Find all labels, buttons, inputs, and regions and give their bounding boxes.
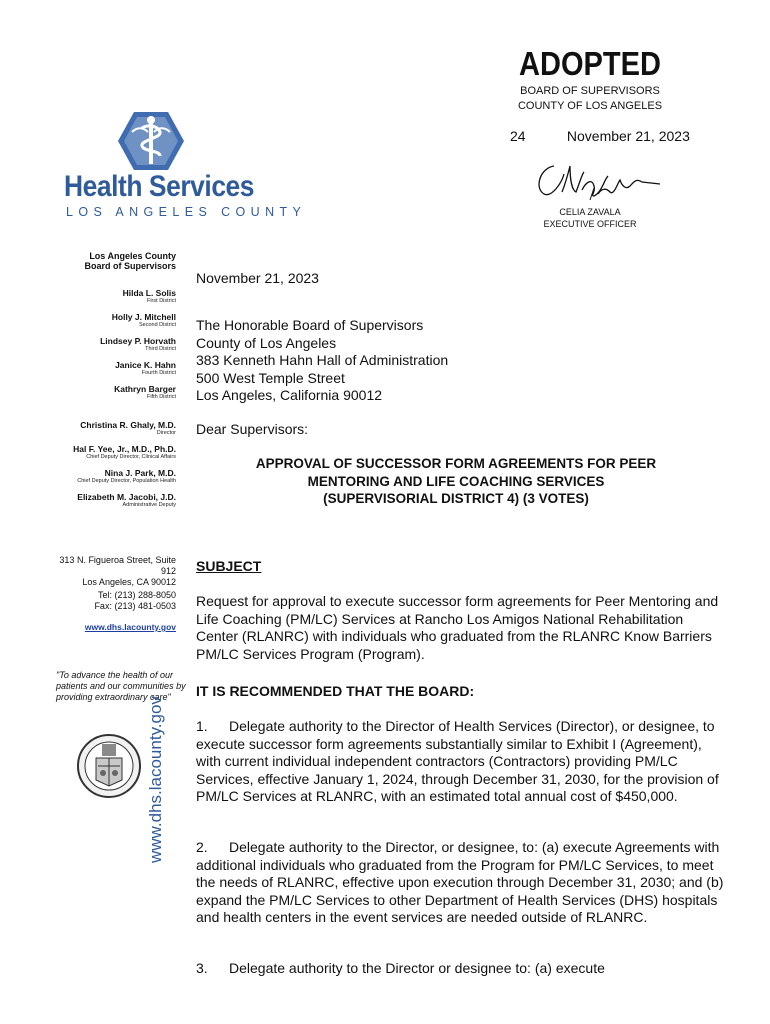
- fax: Fax: (213) 481-0503: [94, 601, 176, 611]
- item-text: Delegate authority to the Director or designee to: (a) execute: [229, 960, 605, 976]
- title-line: MENTORING AND LIFE COACHING SERVICES: [307, 473, 605, 489]
- stamp-item-row: [510, 128, 690, 144]
- item-text: Delegate authority to the Director of Health Services (Director), or designee, to execute successor form agreements substantially similar to Exhibit I (Agreement), with current individual independent contractors (Contractors) providing PM/LC Services, effective January 1, 2024, through December 31, 2030, for the provision of PM/LC Services at RLANRC, with an estimated total annual cost of $450,000.: [196, 718, 719, 804]
- addressee-line: Los Angeles, California 90012: [196, 387, 383, 403]
- stamp-line1: BOARD OF SUPERVISORS: [520, 85, 660, 97]
- sidebar-heading: Board of Supervisors: [84, 261, 176, 271]
- sidebar-heading: Los Angeles County: [89, 251, 176, 261]
- supervisor-name: Holly J. Mitchell: [111, 312, 176, 322]
- signature-image: [532, 152, 662, 204]
- recommendation-heading: IT IS RECOMMENDED THAT THE BOARD:: [196, 683, 475, 699]
- health-services-logo-icon: [118, 110, 184, 172]
- stamp-date: November 21, 2023: [566, 128, 690, 144]
- staff-role: Chief Deputy Director, Population Health: [77, 478, 176, 484]
- title-line: APPROVAL OF SUCCESSOR FORM AGREEMENTS FOR PEER: [255, 456, 657, 471]
- staff-role: Director: [156, 430, 176, 436]
- officer-name: CELIA ZAVALA: [559, 207, 621, 217]
- stamp-status: ADOPTED: [519, 45, 661, 82]
- supervisor-district: Second District: [139, 322, 176, 328]
- mission-motto: "To advance the health of our patients and our communities by providing extraordinary care": [56, 670, 186, 702]
- vertical-url-text: www.dhs.lacounty.gov: [146, 696, 165, 863]
- supervisor-name: Janice K. Hahn: [115, 360, 176, 370]
- staff-role: Chief Deputy Director, Clinical Affairs: [86, 454, 176, 460]
- supervisor-name: Kathryn Barger: [114, 384, 176, 394]
- vertical-website: [146, 696, 168, 868]
- staff-name: Christina R. Ghaly, M.D.: [80, 420, 176, 430]
- item-number: 2.: [196, 839, 208, 855]
- address-line: Los Angeles, CA 90012: [82, 577, 176, 587]
- item-text: Delegate authority to the Director, or designee, to: (a) execute Agreements with additional individuals who graduated from the Program for PM/LC Services, to meet the needs of RLANRC, effective upon execution through December 31, 2030; and (b) expand the PM/LC Services to other Department of Health Services (DHS) hospitals and health centers in the event services are needed outside of RLANRC.: [196, 839, 724, 925]
- sidebar-officials: [56, 251, 176, 509]
- addressee-line: 500 West Temple Street: [196, 369, 345, 386]
- supervisor-district: Third District: [145, 346, 176, 352]
- letter-title: [196, 455, 716, 508]
- subject-heading: SUBJECT: [196, 558, 262, 574]
- recommendation-item: [196, 960, 726, 978]
- supervisor-district: Fourth District: [141, 370, 176, 376]
- logo-subtitle: LOS ANGELES COUNTY: [66, 205, 307, 219]
- item-number: 1.: [196, 718, 208, 734]
- telephone: Tel: (213) 288-8050: [97, 590, 176, 600]
- recommendation-item: [196, 718, 726, 806]
- staff-name: Elizabeth M. Jacobi, J.D.: [77, 492, 176, 502]
- office-address: [54, 555, 176, 588]
- staff-role: Administrative Deputy: [122, 502, 176, 508]
- adopted-stamp: [490, 44, 690, 114]
- contact-numbers: [54, 590, 176, 612]
- addressee-line: County of Los Angeles: [196, 334, 337, 351]
- recommendation-item: [196, 839, 726, 927]
- greeting: Dear Supervisors:: [196, 421, 309, 437]
- staff-name: Hal F. Yee, Jr., M.D., Ph.D.: [73, 444, 176, 454]
- logo-title: Health Services: [64, 170, 255, 203]
- supervisor-name: Lindsey P. Horvath: [100, 336, 176, 346]
- addressee-line: The Honorable Board of Supervisors: [196, 317, 424, 333]
- county-seal-icon: [76, 730, 142, 802]
- supervisor-district: First District: [146, 298, 176, 304]
- officer-block: [520, 206, 660, 230]
- title-line: (SUPERVISORIAL DISTRICT 4) (3 VOTES): [323, 491, 589, 506]
- stamp-line2: COUNTY OF LOS ANGELES: [517, 100, 663, 112]
- address-line: 313 N. Figueroa Street, Suite 912: [59, 555, 176, 576]
- officer-title: EXECUTIVE OFFICER: [543, 219, 637, 229]
- item-number: 3.: [196, 960, 208, 976]
- letter-date: November 21, 2023: [196, 270, 319, 286]
- supervisor-district: Fifth District: [146, 394, 176, 400]
- supervisor-name: Hilda L. Solis: [122, 288, 176, 298]
- addressee-block: [196, 317, 448, 405]
- staff-name: Nina J. Park, M.D.: [104, 468, 176, 478]
- addressee-line: 383 Kenneth Hahn Hall of Administration: [196, 352, 449, 368]
- stamp-item-number: 24: [510, 128, 526, 144]
- website-link[interactable]: www.dhs.lacounty.gov: [84, 622, 176, 632]
- subject-paragraph: Request for approval to execute successor form agreements for Peer Mentoring and Life Coaching (PM/LC) Services at Rancho Los Amigos National Rehabilitation Center (RLANRC) with individuals who graduated from the RLANRC Know Barriers PM/LC Services Program (Program).: [196, 593, 719, 662]
